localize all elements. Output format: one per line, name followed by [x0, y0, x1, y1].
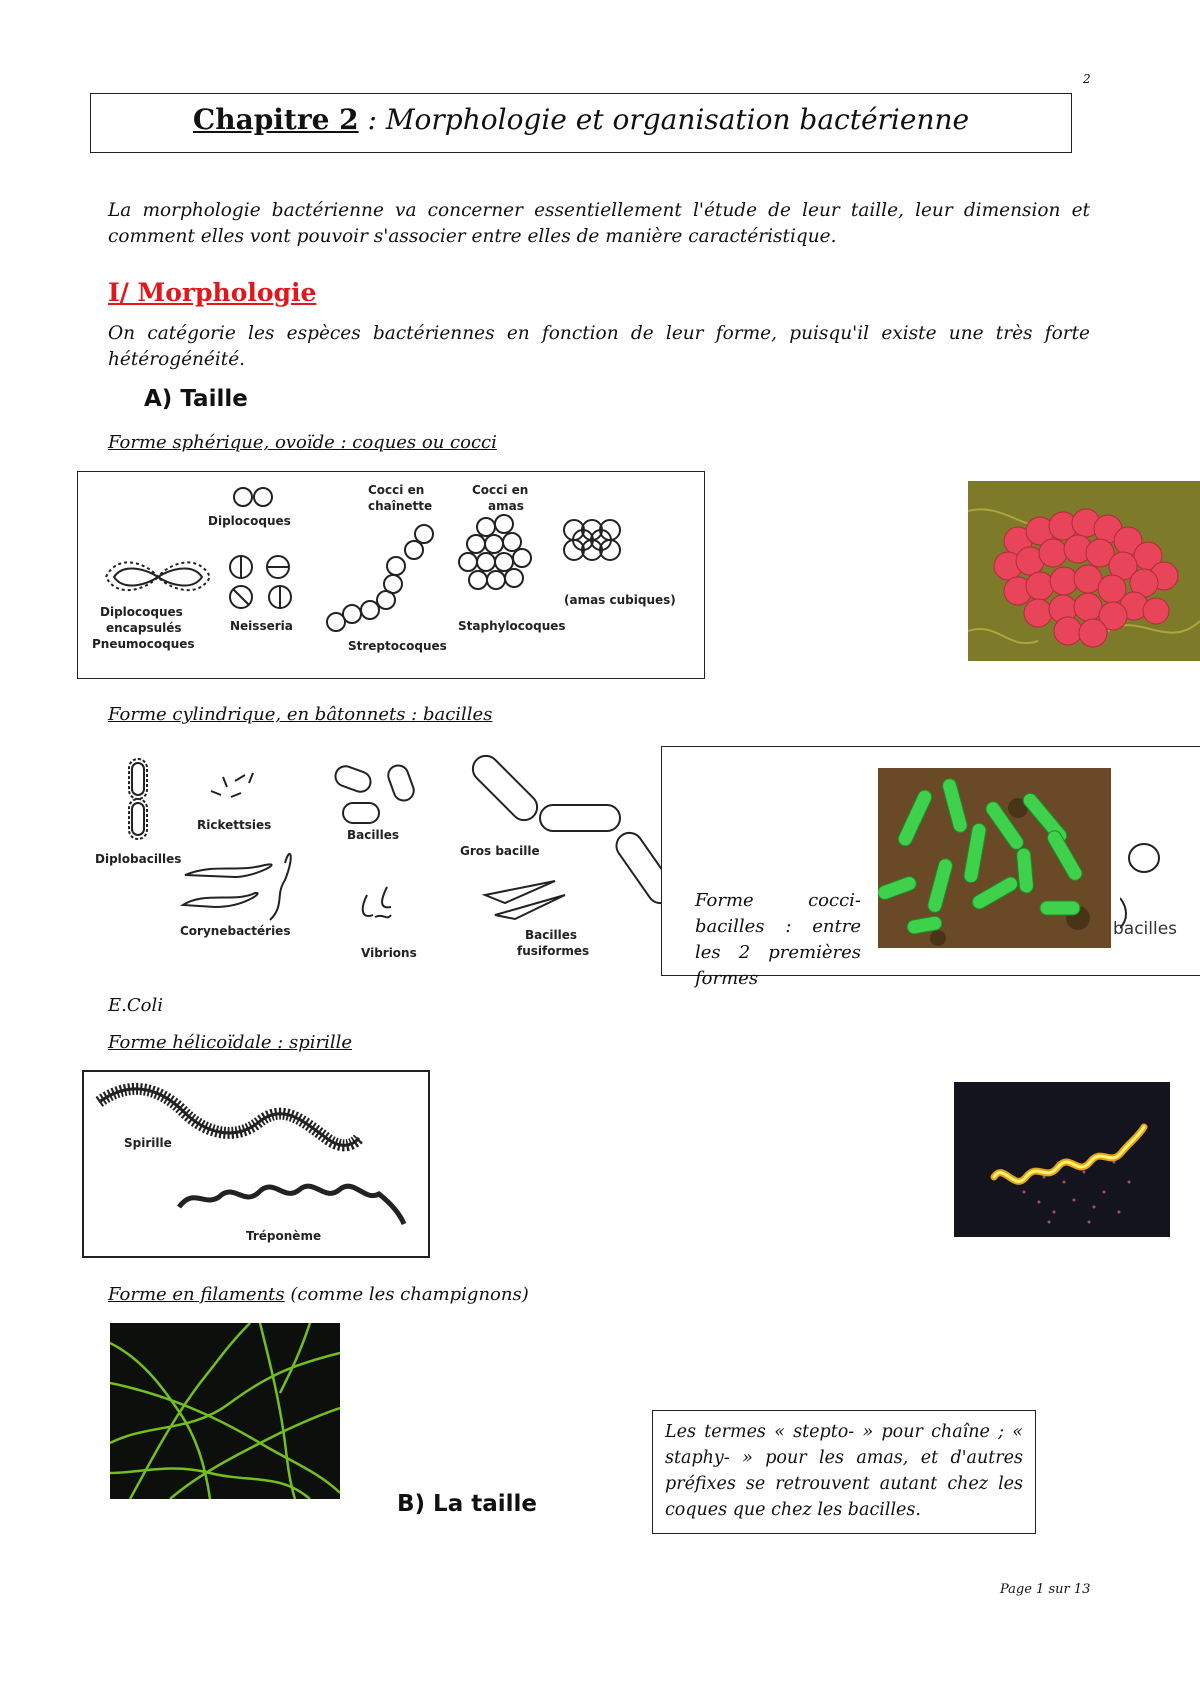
label-pneumocoques: Pneumocoques	[92, 637, 195, 651]
label-corynebacteries: Corynebactéries	[180, 924, 291, 938]
caption-helical: Forme hélicoïdale : spirille	[108, 1032, 353, 1053]
label-spirille: Spirille	[124, 1136, 172, 1150]
filaments-drawing	[110, 1323, 340, 1499]
spirochete-photo	[954, 1082, 1170, 1237]
caption-filaments-rest: (comme les champignons)	[284, 1284, 529, 1305]
prefix-note-box: Les termes « stepto- » pour chaîne ; « staphy- » pour les amas, et d'autres préfixes se retrouvent autant chez les coques que chez les bacilles.	[652, 1410, 1036, 1534]
intro-paragraph: La morphologie bactérienne va concerner essentiellement l'étude de leur taille, leur dimension et comment elles vont pouvoir s'associer entre elles de manière caractéristique.	[108, 200, 1090, 247]
label-diplocoques-encapsules-1: Diplocoques	[100, 605, 183, 619]
spirochete-drawing	[954, 1082, 1170, 1237]
label-amas-cubiques: (amas cubiques)	[564, 593, 676, 607]
spirille-drawing	[84, 1072, 427, 1255]
label-bacilles-right: bacilles	[1113, 919, 1178, 939]
page-footer: Page 1 sur 13	[1000, 1582, 1091, 1597]
chapter-subtitle: : Morphologie et organisation bactérienne	[358, 103, 970, 136]
staphylococcus-photo	[968, 481, 1200, 661]
label-staphylocoques: Staphylocoques	[458, 619, 566, 633]
label-diplocoques: Diplocoques	[208, 514, 291, 528]
subheading-la-taille: B) La taille	[397, 1491, 537, 1517]
label-bacilles: Bacilles	[347, 828, 399, 842]
label-chainette-2: chaînette	[368, 499, 433, 513]
chapter-title	[90, 103, 1072, 136]
page-number: 2	[1083, 72, 1091, 86]
ecoli-drawing	[878, 768, 1111, 948]
label-amas-2: amas	[488, 499, 524, 513]
staphylococcus-drawing	[968, 481, 1200, 661]
caption-filaments-underlined: Forme en filaments	[108, 1284, 285, 1305]
ecoli-photo	[878, 768, 1111, 948]
cocci-diagram	[77, 471, 705, 679]
label-amas-1: Cocci en	[472, 483, 529, 497]
label-diplocoques-encapsules-2: encapsulés	[106, 621, 182, 635]
label-streptocoques: Streptocoques	[348, 639, 447, 653]
caption-spherical: Forme sphérique, ovoïde : coques ou cocci	[108, 432, 497, 453]
chapter-number: Chapitre 2	[192, 103, 359, 136]
ecoli-label: E.Coli	[108, 995, 163, 1016]
section-paragraph: On catégorie les espèces bactériennes en fonction de leur forme, puisqu'il existe une très forte hétérogénéité.	[108, 323, 1090, 370]
label-diplobacilles: Diplobacilles	[95, 852, 182, 866]
caption-cylindrical: Forme cylindrique, en bâtonnets : bacilles	[108, 704, 493, 725]
coccibacilles-note: Forme cocci-bacilles : entre les 2 premières formes	[695, 890, 861, 989]
subheading-taille: A) Taille	[144, 386, 248, 412]
label-treponeme: Tréponème	[246, 1229, 322, 1243]
filaments-photo	[110, 1323, 340, 1499]
label-rickettsies: Rickettsies	[197, 818, 272, 832]
cocci-drawing	[78, 472, 704, 678]
label-vibrions: Vibrions	[361, 946, 417, 960]
label-chainette-1: Cocci en	[368, 483, 425, 497]
caption-filaments	[108, 1284, 529, 1305]
label-bacilles-fusiformes-1: Bacilles	[525, 928, 577, 942]
section-heading-morphologie: I/ Morphologie	[108, 278, 317, 307]
bacilli-drawing	[85, 745, 675, 965]
label-bacilles-fusiformes-2: fusiformes	[517, 944, 590, 958]
label-gros-bacille: Gros bacille	[460, 844, 540, 858]
spirille-diagram	[82, 1070, 430, 1258]
bacilli-diagram	[85, 745, 675, 965]
label-neisseria: Neisseria	[230, 619, 293, 633]
